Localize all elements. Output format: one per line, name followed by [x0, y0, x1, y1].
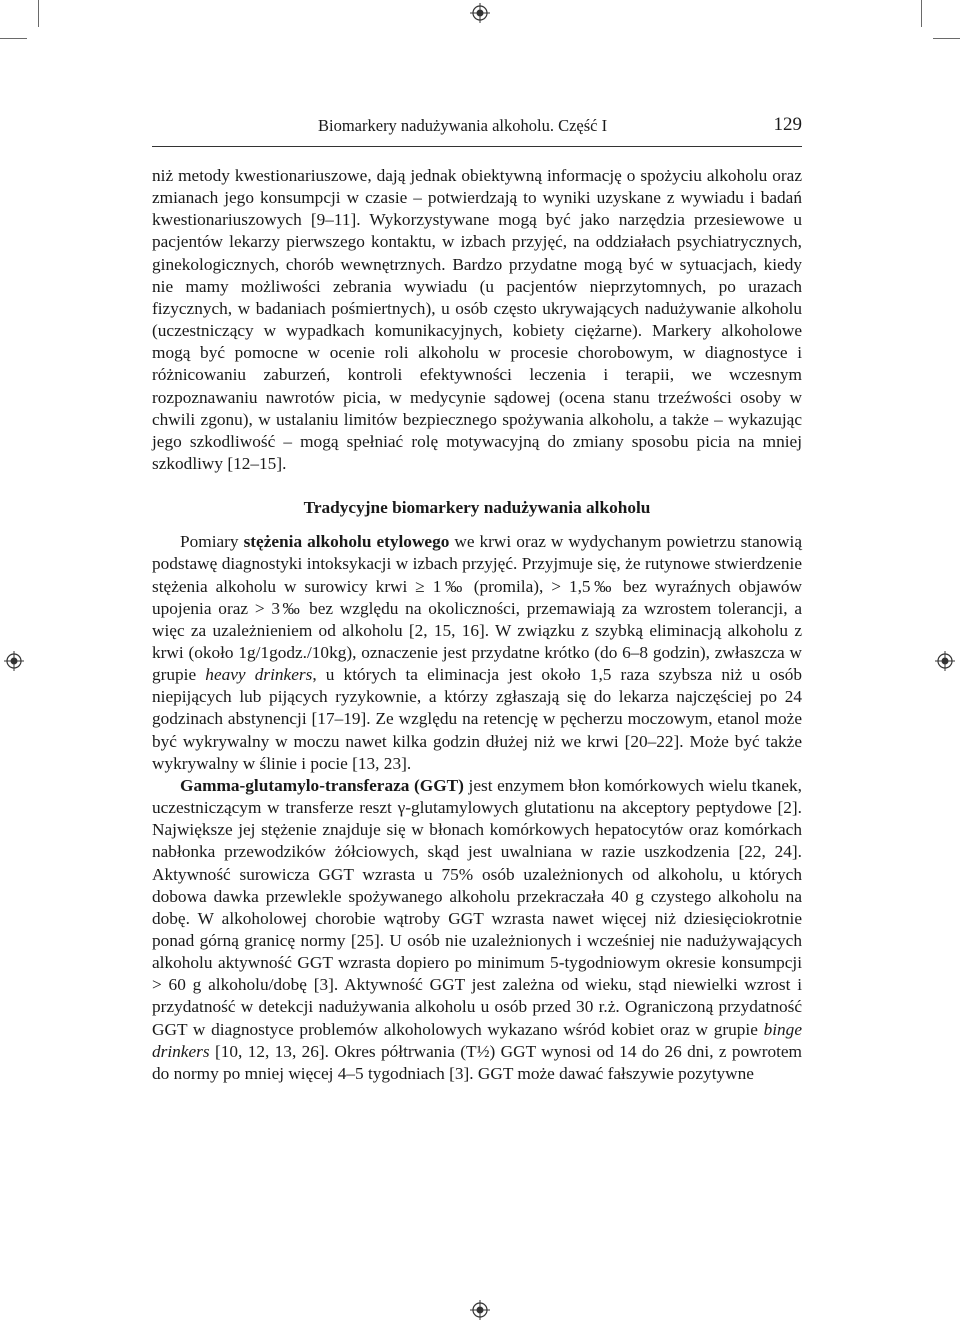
page-body — [152, 165, 802, 1085]
text-run: jest enzymem błon komórkowych wielu tkanek, uczestniczącym w transferze reszt γ-glutamylowych glutationu na akceptory peptydowe [2]. Największe jej stężenie znajduje się w błonach komórkowych hepatocytów oraz komórkach nabłonka przewodzików żółciowych, skąd jest uwalniana w razie uszkodzenia [22, 24]. Aktywność surowicza GGT wzrasta u 75% osób uzależnionych od alkoholu, u których dobowa dawka przewlekle spożywanego alkoholu przekraczała 40 g czystego alkoholu na dobę. W alkoholowej chorobie wątroby GGT wzrasta nawet więcej niż dziesięciokrotnie ponad górną granicę normy [25]. U osób nie uzależnionych i wcześniej nie nadużywających alkoholu aktywność GGT wzrasta dopiero po minimum 5-tygodniowym okresie konsumpcji > 60 g alkoholu/dobę [3]. Aktywność GGT jest zależna od wieku, stąd niewielki wzrost i przydatność w detekcji nadużywania alkoholu u osób przed 30 r.ż. Ograniczoną przydatność GGT w diagnostyce problemów alkoholowych wykazano wśród kobiet oraz w grupie — [152, 775, 802, 1039]
crop-mark-top-left-horizontal — [0, 38, 27, 39]
registration-target-icon — [4, 651, 24, 671]
italic-term: binge drinkers — [152, 1019, 802, 1061]
header-rule — [152, 146, 802, 147]
paragraph-continuation: niż metody kwestionariuszowe, dają jednak obiektywną informację o spożyciu alkoholu oraz zmianach jego konsumpcji w czasie – potwierdzają to wyniki uzyskane z wywiadu i badań kwestionariuszowych [9–11]. Wykorzystywane mogą być jako narzędzia przesiewowe u pacjentów lekarzy pierwszego kontaktu, w izbach przyjęć, na oddziałach psychiatrycznych, ginekologicznych, chorób wewnętrznych. Bardzo przydatne mogą być w sytuacjach, kiedy nie mamy możliwości zebrania wywiadu (u pacjentów nieprzytomnych, po urazach fizycznych, w badaniach pośmiertnych), u osób często ukrywających nadużywanie alkoholu (uczestniczący w wypadkach komunikacyjnych, kobiety ciężarne). Markery alkoholowe mogą być pomocne w ocenie roli alkoholu w procesie chorobowym, w diagnostyce i różnicowaniu zaburzeń, kontroli efektywności leczenia i terapii, we wczesnym rozpoznawaniu nawrotów picia, w medycynie sądowej (ocena stanu trzeźwości osoby w chwili zgonu), w ustalaniu limitów bezpiecznego spożywania alkoholu, a także – wykazując jego szkodliwość – mogą spełniać rolę motywacyjną do zmiany sposobu picia na mniej szkodliwy [12–15]. — [152, 166, 802, 474]
running-header — [152, 116, 802, 142]
section-heading: Tradycyjne biomarkery nadużywania alkoholu — [303, 498, 651, 518]
bold-term: Gamma-glutamylo-transferaza (GGT) — [180, 775, 464, 795]
page-number: 129 — [773, 114, 802, 135]
crop-mark-top-right-horizontal — [933, 38, 960, 39]
bold-term: stężenia alkoholu etylowego — [243, 532, 450, 552]
text-run: Pomiary — [180, 532, 244, 552]
italic-term: heavy drinkers — [205, 665, 313, 685]
registration-target-icon — [470, 3, 490, 23]
paragraph-ethanol — [152, 531, 802, 775]
crop-mark-top-right-vertical — [921, 0, 922, 27]
paragraph-ggt — [152, 775, 802, 1085]
running-title: Biomarkery nadużywania alkoholu. Część I — [318, 116, 608, 135]
text-run: , u których ta eliminacja jest około 1,5 raza szybsza niż u osób niepijących lub pijących ryzykownie, a którzy zgłaszają się do lekarza najczęściej po 24 godzinach abstynencji [17–19]. Ze względu na retencję w pęcherzu moczowym, etanol może być wykrywalny w moczu nawet kilka godzin dłużej niż we krwi [20–22]. Może być także wykrywalny w ślinie i pocie [13, 23]. — [152, 665, 803, 773]
registration-target-icon — [935, 651, 955, 671]
text-run: we krwi oraz w wydychanym powietrzu stanowią podstawę diagnostyki intoksykacji w izbach przyjęć. Przyjmuje się, że rutynowe stwierdzenie stężenia alkoholu w surowicy krwi ≥ 1‰ (promila), > 1,5‰ bez wyraźnych objawów upojenia oraz > 3‰ bez względu na okoliczności, przemawiają za wzrostem tolerancji, a więc za uzależnieniem od alkoholu [2, 15, 16]. W związku z szybką eliminacją alkoholu z krwi (około 1g/1godz./10kg), oznaczenie jest przydatne krótko (do 6–8 godzin), zwłaszcza w grupie — [152, 532, 803, 685]
registration-target-icon — [470, 1300, 490, 1320]
text-run: [10, 12, 13, 26]. Okres półtrwania (T½) GGT wynosi od 14 do 26 dni, z powrotem do normy po mniej więcej 4–5 tygodniach [3]. GGT może dawać fałszywie pozytywne — [152, 1041, 802, 1083]
crop-mark-top-left-vertical — [38, 0, 39, 27]
